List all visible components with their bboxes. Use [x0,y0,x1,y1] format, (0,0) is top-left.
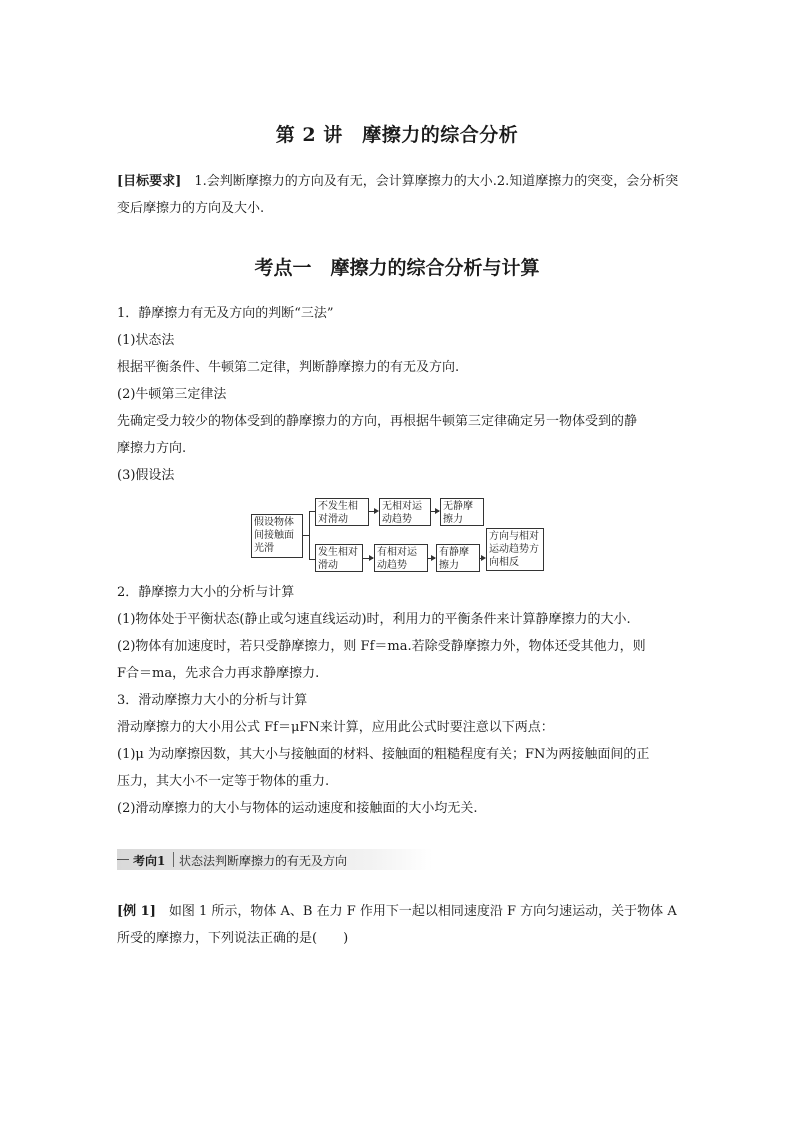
magnitude-rule-1: (1)物体处于平衡状态(静止或匀速直线运动)时，利用力的平衡条件来计算静摩擦力的大小. [117,612,631,627]
banner-separator [173,852,174,867]
example-tag: [例 1] [117,904,156,919]
example-1 [117,898,679,952]
heading-static-friction-methods: 1．静摩擦力有无及方向的判断“三法” [117,306,334,321]
diagram-top-box-3: 无静摩擦力 [440,498,484,526]
sliding-note-1-line2: 压力，其大小不一定等于物体的重力. [117,774,330,789]
diagram-start-box: 假设物体间接触面光滑 [251,514,303,558]
banner-dash [117,859,129,860]
learning-objectives [117,168,679,222]
diagram-bottom-box-2: 有相对运动趋势 [374,544,428,572]
magnitude-rule-2-line2: F合＝ma，先求合力再求静摩擦力. [117,666,320,681]
diagram-bottom-box-3: 有静摩擦力 [436,544,480,572]
topic-direction-banner [117,849,433,870]
banner-number: 考向1 [133,854,166,868]
assumption-flow-diagram [249,497,549,575]
method-2-label: (2)牛顿第三定律法 [117,387,227,402]
sliding-note-2: (2)滑动摩擦力的大小与物体的运动速度和接触面的大小均无关. [117,801,478,816]
method-2-text-line2: 摩擦力方向. [117,441,187,456]
diagram-connector [309,511,310,560]
sliding-formula-text: 滑动摩擦力的大小用公式 Ff＝μFN来计算，应用此公式时要注意以下两点： [117,720,554,735]
example-text: 如图 1 所示，物体 A、B 在力 F 作用下一起以相同速度沿 F 方向匀速运动，关于物体 A 所受的摩擦力，下列说法正确的是( ) [117,904,677,946]
sliding-note-1-line1: (1)μ 为动摩擦因数，其大小与接触面的材料、接触面的粗糙程度有关；FN为两接触面间的正 [117,747,650,762]
method-1-label: (1)状态法 [117,333,175,348]
section-title: 考点一 摩擦力的综合分析与计算 [254,257,540,279]
lecture-title: 第 2 讲 摩擦力的综合分析 [275,124,519,146]
diagram-top-box-1: 不发生相对滑动 [315,498,369,526]
heading-sliding-friction: 3．滑动摩擦力大小的分析与计算 [117,693,308,708]
method-1-text: 根据平衡条件、牛顿第二定律，判断静摩擦力的有无及方向. [117,360,460,375]
method-3-label: (3)假设法 [117,468,175,483]
diagram-top-box-2: 无相对运动趋势 [379,498,431,526]
diagram-bottom-box-4: 方向与相对运动趋势方向相反 [486,528,544,571]
diagram-bottom-box-1: 发生相对滑动 [315,544,363,572]
objectives-text: 1.会判断摩擦力的方向及有无，会计算摩擦力的大小.2.知道摩擦力的突变，会分析突变后摩擦力的方向及大小. [117,174,679,216]
method-2-text-line1: 先确定受力较少的物体受到的静摩擦力的方向，再根据牛顿第三定律确定另一物体受到的静 [117,414,638,429]
objectives-tag: [目标要求] [117,174,182,189]
banner-text: 状态法判断摩擦力的有无及方向 [179,854,348,868]
heading-static-friction-magnitude: 2．静摩擦力大小的分析与计算 [117,585,295,600]
magnitude-rule-2-line1: (2)物体有加速度时，若只受静摩擦力，则 Ff＝ma.若除受静摩擦力外，物体还受其他力，则 [117,639,646,654]
